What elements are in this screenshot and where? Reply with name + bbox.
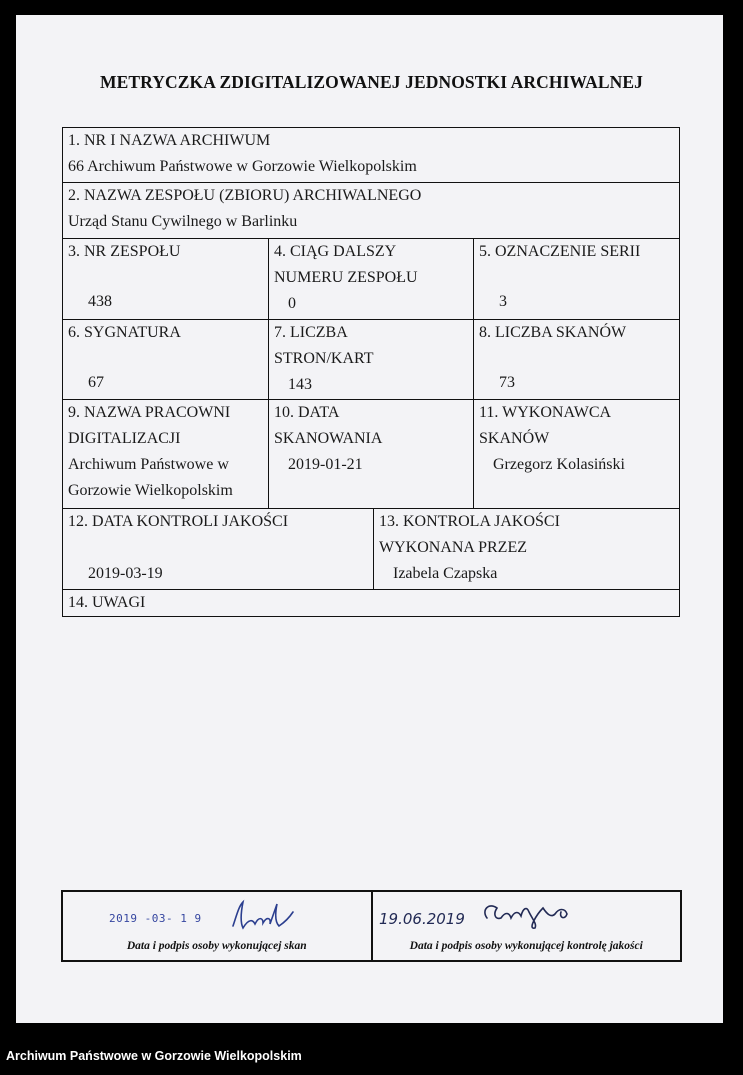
cell-lab-name	[63, 400, 268, 508]
row-fonds-name	[63, 182, 679, 238]
signature-box	[61, 890, 682, 962]
cell-fonds-number	[63, 239, 268, 319]
row-counts	[63, 319, 679, 399]
cell-signature	[63, 320, 268, 399]
quality-date-value: 2019-03-19	[88, 565, 163, 582]
series-value: 3	[499, 293, 507, 310]
quality-date-label: 12. DATA KONTROLI JAKOŚCI	[68, 513, 289, 530]
cell-quality-by	[373, 509, 679, 589]
page-count-label-2: STRON/KART	[274, 350, 374, 367]
scan-date-label-1: 10. DATA	[274, 404, 340, 421]
row-archive	[63, 128, 679, 182]
scanner-label-2: SKANÓW	[479, 430, 550, 447]
cell-quality-date	[63, 509, 373, 589]
quality-by-label-1: 13. KONTROLA JAKOŚCI	[379, 513, 560, 530]
row-numbers	[63, 238, 679, 319]
remarks-label: 14. UWAGI	[68, 594, 146, 611]
scan-date-value: 2019-01-21	[288, 456, 363, 473]
cell-series	[473, 239, 679, 319]
quality-signature-area	[371, 892, 681, 960]
signature-label: 6. SYGNATURA	[68, 324, 181, 341]
page-count-label-1: 7. LICZBA	[274, 324, 348, 341]
scan-count-value: 73	[499, 374, 515, 391]
fonds-continuation-label-1: 4. CIĄG DALSZY	[274, 243, 397, 260]
fonds-name-value: Urząd Stanu Cywilnego w Barlinku	[68, 213, 298, 230]
archive-footer: Archiwum Państwowe w Gorzowie Wielkopolskim	[6, 1049, 302, 1063]
fonds-continuation-label-2: NUMERU ZESPOŁU	[274, 269, 418, 286]
scan-signature-caption: Data i podpis osoby wykonującej skan	[126, 940, 307, 952]
scanner-signature-icon	[223, 896, 313, 936]
lab-name-value-1: Archiwum Państwowe w	[68, 456, 229, 473]
quality-by-label-2: WYKONANA PRZEZ	[379, 539, 527, 556]
lab-name-value-2: Gorzowie Wielkopolskim	[68, 482, 233, 499]
quality-handwritten-date: 19.06.2019	[378, 910, 465, 928]
quality-by-value: Izabela Czapska	[393, 565, 498, 582]
archive-label: 1. NR I NAZWA ARCHIWUM	[68, 132, 271, 149]
lab-name-label-1: 9. NAZWA PRACOWNI	[68, 404, 231, 421]
scanner-value: Grzegorz Kolasiński	[493, 456, 625, 473]
metadata-table	[62, 127, 680, 617]
cell-fonds-name	[63, 183, 679, 238]
scan-signature-area	[63, 892, 371, 960]
document-title: METRYCZKA ZDIGITALIZOWANEJ JEDNOSTKI ARCHIWALNEJ	[99, 72, 644, 92]
row-digitization	[63, 399, 679, 508]
lab-name-label-2: DIGITALIZACJI	[68, 430, 181, 447]
signature-value: 67	[88, 374, 104, 391]
archive-value: 66 Archiwum Państwowe w Gorzowie Wielkopolskim	[68, 158, 417, 175]
cell-fonds-continuation	[268, 239, 473, 319]
cell-scanner	[473, 400, 679, 508]
page-count-value: 143	[288, 376, 312, 393]
fonds-number-value: 438	[88, 293, 112, 310]
scan-date-label-2: SKANOWANIA	[274, 430, 383, 447]
cell-scan-count	[473, 320, 679, 399]
cell-archive	[63, 128, 679, 182]
quality-signature-caption: Data i podpis osoby wykonującej kontrolę jakości	[409, 940, 643, 952]
fonds-continuation-value: 0	[288, 295, 296, 312]
fonds-name-label: 2. NAZWA ZESPOŁU (ZBIORU) ARCHIWALNEGO	[68, 187, 422, 204]
cell-page-count	[268, 320, 473, 399]
row-remarks	[63, 589, 679, 616]
cell-remarks	[63, 590, 679, 616]
scanner-label-1: 11. WYKONAWCA	[479, 404, 612, 421]
quality-signature-icon	[377, 894, 597, 936]
scan-date-stamp: 2019 -03- 1 9	[109, 912, 202, 925]
scan-count-label: 8. LICZBA SKANÓW	[479, 324, 627, 341]
cell-scan-date	[268, 400, 473, 508]
series-label: 5. OZNACZENIE SERII	[479, 243, 641, 260]
fonds-number-label: 3. NR ZESPOŁU	[68, 243, 181, 260]
row-quality	[63, 508, 679, 589]
